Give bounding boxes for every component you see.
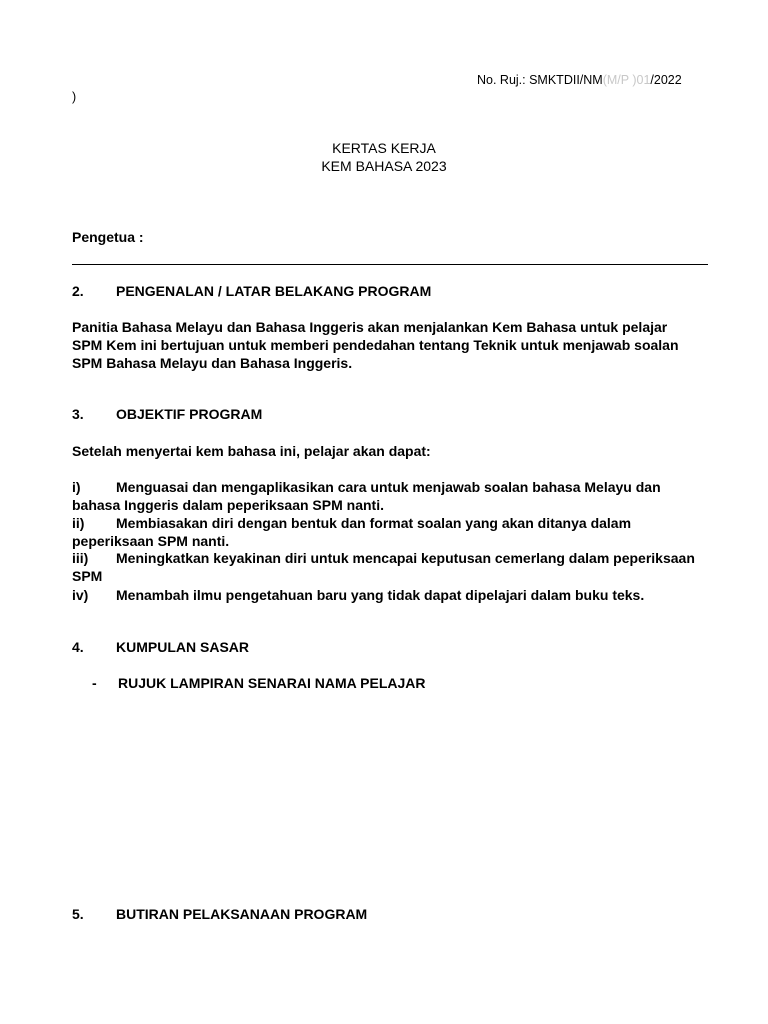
reference-number <box>477 73 682 87</box>
section-4-heading <box>72 639 249 655</box>
section-5-heading <box>72 906 367 922</box>
objective-number: iii) <box>72 550 89 566</box>
objective-number: ii) <box>72 515 85 531</box>
objective-number: iv) <box>72 587 89 603</box>
stray-parenthesis: ) <box>72 90 77 104</box>
objective-item <box>72 586 702 604</box>
objective-item <box>72 549 702 585</box>
horizontal-rule <box>72 264 708 265</box>
reference-grey-part: (M/P )01 <box>602 73 651 87</box>
bullet-dash: - <box>92 675 97 691</box>
section-5-title: BUTIRAN PELAKSANAAN PROGRAM <box>116 906 368 922</box>
bullet-text: RUJUK LAMPIRAN SENARAI NAMA PELAJAR <box>118 675 426 691</box>
section-5-number: 5. <box>72 906 84 922</box>
section-2-paragraph: Panitia Bahasa Melayu dan Bahasa Inggeris akan menjalankan Kem Bahasa untuk pelajar SPM Kem ini bertujuan untuk memberi pendedahan tentang Teknik untuk menjawab soalan SPM Bahasa Melayu dan Bahasa Inggeris. <box>72 319 679 371</box>
section-4-number: 4. <box>72 639 84 655</box>
pengetua-label: Pengetua : <box>72 229 144 245</box>
section-2-title: PENGENALAN / LATAR BELAKANG PROGRAM <box>116 283 432 299</box>
objective-text: Menguasai dan mengaplikasikan cara untuk menjawab soalan bahasa Melayu dan bahasa Inggeris dalam peperiksaan SPM nanti. <box>72 479 661 513</box>
section-3-intro: Setelah menyertai kem bahasa ini, pelajar akan dapat: <box>72 443 431 459</box>
objective-text: Membiasakan diri dengan bentuk dan format soalan yang akan ditanya dalam peperiksaan SPM nanti. <box>72 515 632 549</box>
objective-text: Meningkatkan keyakinan diri untuk mencapai keputusan cemerlang dalam peperiksaan SPM <box>72 550 695 584</box>
objective-item <box>72 514 702 550</box>
section-3-title: OBJEKTIF PROGRAM <box>116 406 263 422</box>
section-4-title: KUMPULAN SASAR <box>116 639 249 655</box>
objective-item <box>72 478 702 514</box>
section-2-number: 2. <box>72 283 84 299</box>
reference-prefix: No. Ruj.: SMKTDII/NM <box>477 73 603 87</box>
objective-text: Menambah ilmu pengetahuan baru yang tidak dapat dipelajari dalam buku teks. <box>116 587 645 603</box>
objective-number: i) <box>72 479 81 495</box>
section-2-heading <box>72 283 431 299</box>
document-title-line2: KEM BAHASA 2023 <box>321 158 447 174</box>
document-title-line1: KERTAS KERJA <box>332 140 436 156</box>
reference-suffix: /2022 <box>650 73 682 87</box>
section-4-bullet <box>92 675 426 691</box>
section-3-heading <box>72 406 262 422</box>
section-3-number: 3. <box>72 406 84 422</box>
